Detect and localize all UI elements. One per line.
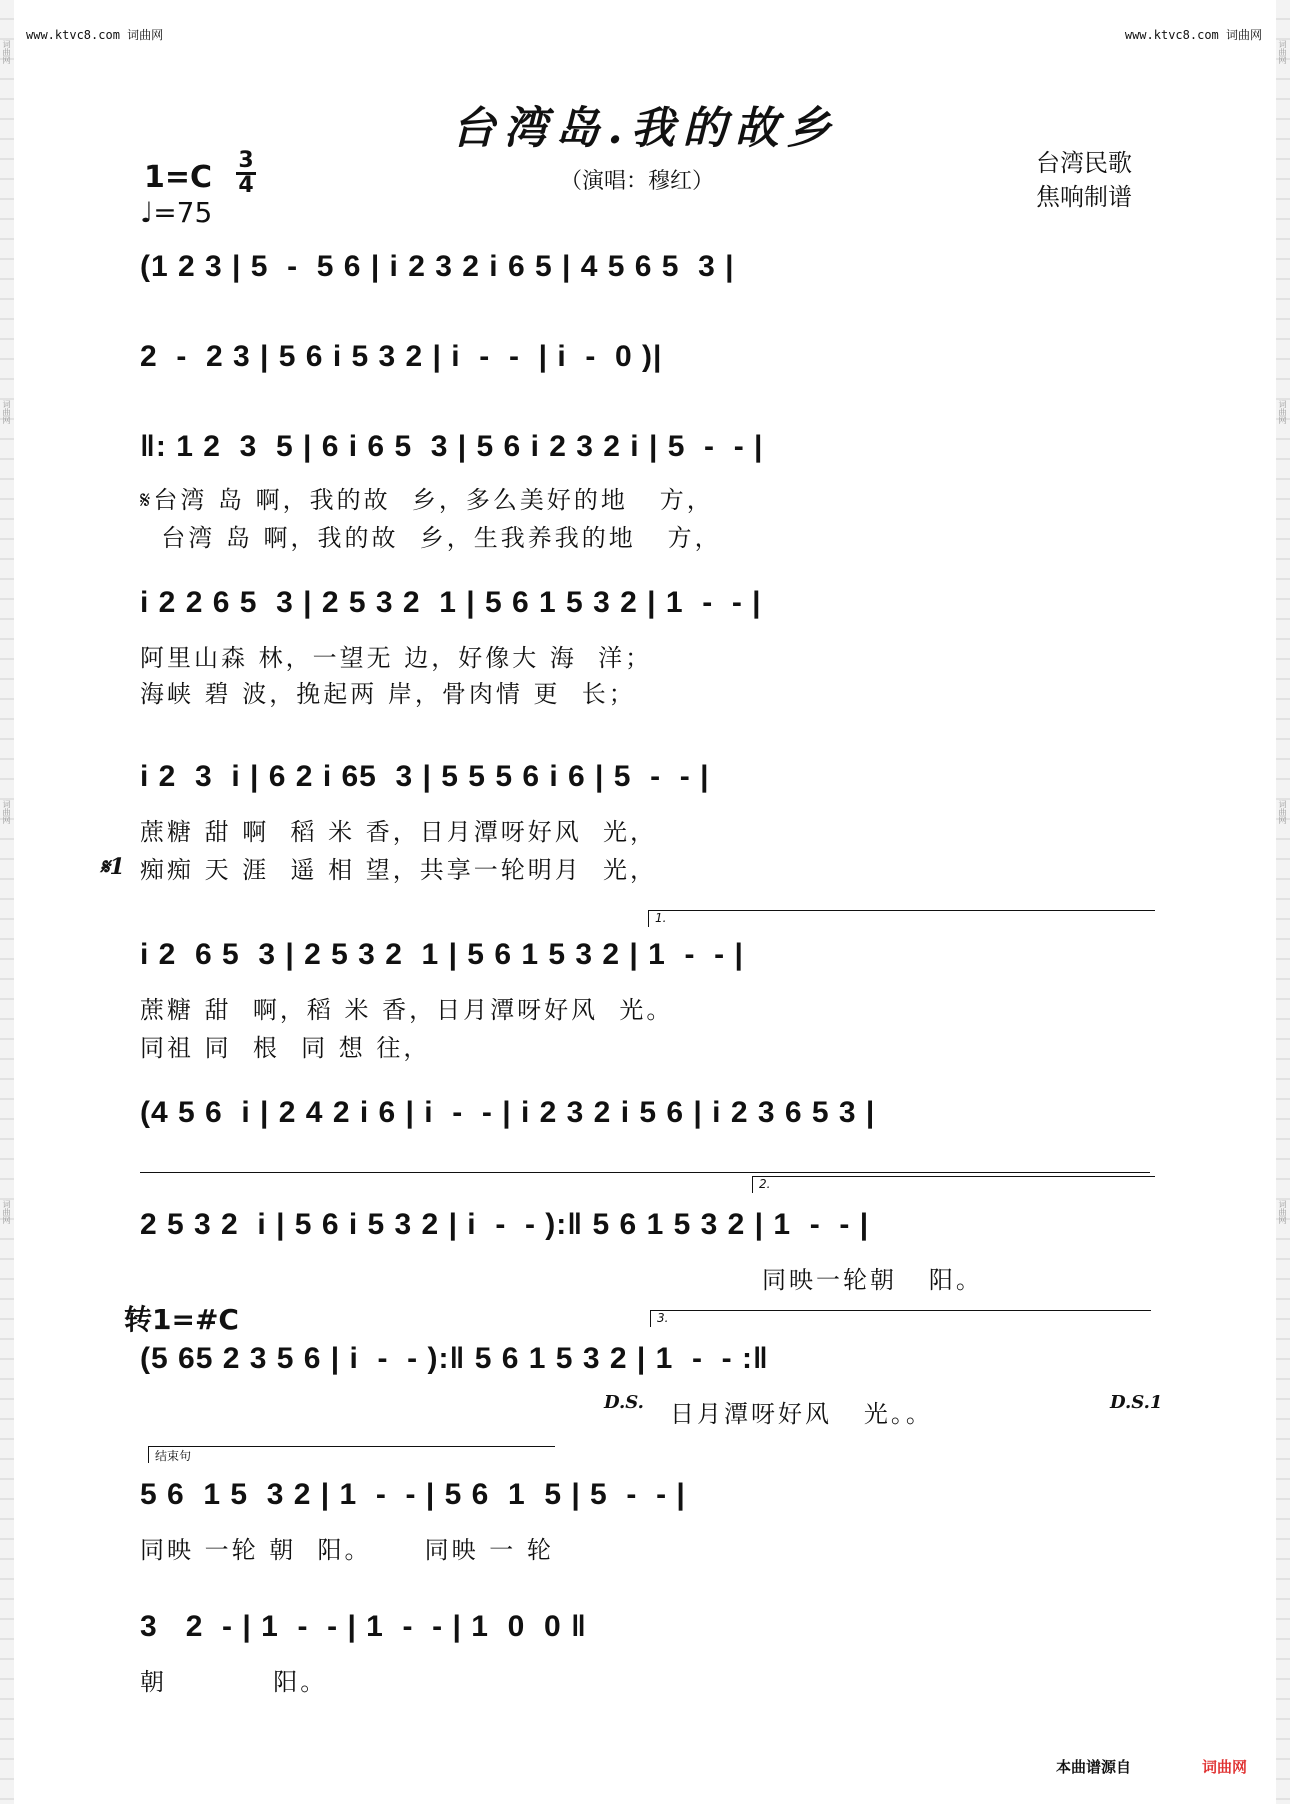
notes: 2 5 3 2 i | 5 6 i 5 3 2 | i - - ):‖ 5 6 1 5 3 2 | 1 - - | bbox=[140, 1208, 870, 1241]
notes: (1 2 3 | 5 - 5 6 | i 2 3 2 i 6 5 | 4 5 6 5 3 | bbox=[140, 250, 735, 283]
lyric-verse-2: 海峡 碧 波，挽起两 岸，骨肉情 更 长； bbox=[140, 680, 636, 708]
lyric: 同映 一轮 朝 阳。 同映 一 轮 bbox=[140, 1536, 554, 1564]
notes: ‖: 1 2 3 5 | 6 i 6 5 3 | 5 6 i 2 3 2 i | 5 - - | bbox=[140, 430, 764, 463]
side-watermark: 词曲网 bbox=[2, 1200, 11, 1224]
score-line-11 bbox=[140, 1610, 1150, 1696]
notes: (4 5 6 i | 2 4 2 i 6 | i - - | i 2 3 2 i 5 6 | i 2 3 6 5 3 | bbox=[140, 1096, 876, 1129]
key-change-marking: 转1=#C bbox=[124, 1303, 239, 1336]
side-watermark: 词曲网 bbox=[2, 400, 11, 424]
notes: i 2 6 5 3 | 2 5 3 2 1 | 5 6 1 5 3 2 | 1 - - | bbox=[140, 938, 744, 971]
side-watermark: 词曲网 bbox=[1278, 40, 1287, 64]
footer-source-label: 本曲谱源自 bbox=[1056, 1758, 1132, 1776]
ds-mark: D.S. bbox=[604, 1392, 644, 1413]
lyric-verse-1: 阿里山森 林，一望无 边，好像大 海 洋； bbox=[140, 644, 653, 672]
origin-credit: 台湾民歌 bbox=[1036, 149, 1132, 177]
volta-1: 1. bbox=[648, 910, 1155, 927]
score-line-3 bbox=[140, 430, 1150, 552]
score-line-6 bbox=[140, 938, 1150, 1062]
time-denominator: 4 bbox=[238, 173, 254, 198]
side-watermark: 词曲网 bbox=[1278, 800, 1287, 824]
credits-block bbox=[1036, 146, 1132, 214]
score-line-2 bbox=[140, 340, 1150, 400]
lyric-verse-2: 同祖 同 根 同 想 往， bbox=[140, 1034, 431, 1062]
volta-2: 2. bbox=[752, 1176, 1155, 1193]
score-line-1 bbox=[140, 250, 1150, 310]
lyric: 同映一轮朝 阳。 bbox=[762, 1266, 983, 1294]
notes: i 2 3 i | 6 2 i 65 3 | 5 5 5 6 i 6 | 5 - - | bbox=[140, 760, 710, 793]
score-line-4 bbox=[140, 586, 1150, 708]
side-watermark: 词曲网 bbox=[1278, 400, 1287, 424]
lyric: 朝 阳。 bbox=[140, 1668, 328, 1696]
lyric-verse-2: 台湾 岛 啊，我的故 乡，生我养我的地 方， bbox=[140, 524, 722, 552]
notes: (5 65 2 3 5 6 | i - - ):‖ 5 6 1 5 3 2 | 1 - - :‖ bbox=[140, 1342, 769, 1375]
volta-3: 3. bbox=[650, 1310, 1151, 1327]
side-watermark: 词曲网 bbox=[2, 40, 11, 64]
score-line-8 bbox=[140, 1208, 1150, 1294]
singer-credit: （演唱：穆红） bbox=[560, 169, 715, 194]
time-signature bbox=[236, 150, 256, 197]
time-numerator: 3 bbox=[238, 148, 254, 173]
key-signature: 1=C bbox=[144, 160, 213, 195]
notes: 3 2 - | 1 - - | 1 - - | 1 0 0 ‖ bbox=[140, 1610, 587, 1643]
lyric-verse-1: 蔗糖 甜 啊 稻 米 香，日月潭呀好风 光， bbox=[140, 818, 658, 846]
system-rule bbox=[140, 1172, 1150, 1173]
notes: 2 - 2 3 | 5 6 i 5 3 2 | i - - | i - 0 )| bbox=[140, 340, 663, 373]
footer-brand-link[interactable]: 词曲网 bbox=[1202, 1758, 1248, 1776]
ds1-mark: D.S.1 bbox=[1110, 1392, 1163, 1413]
notes: 5 6 1 5 3 2 | 1 - - | 5 6 1 5 | 5 - - | bbox=[140, 1478, 686, 1511]
ending-bracket: 结束句 bbox=[148, 1446, 555, 1463]
site-url-left[interactable]: www.ktvc8.com 词曲网 bbox=[26, 28, 164, 42]
left-watermark-strip bbox=[0, 0, 14, 1804]
score-line-7 bbox=[140, 1096, 1150, 1156]
notes: i 2 2 6 5 3 | 2 5 3 2 1 | 5 6 1 5 3 2 | 1 - - | bbox=[140, 586, 762, 619]
song-title: 台湾岛.我的故乡 bbox=[451, 103, 839, 154]
side-watermark: 词曲网 bbox=[1278, 1200, 1287, 1224]
score-line-5 bbox=[140, 760, 1150, 884]
tempo-marking: ♩=75 bbox=[140, 196, 213, 229]
segno-1-mark: 𝄋1 bbox=[100, 854, 125, 880]
lyric-verse-2: 痴痴 天 涯 遥 相 望，共享一轮明月 光， bbox=[140, 856, 658, 884]
lyric-verse-1: 𝄋台湾 岛 啊，我的故 乡，多么美好的地 方， bbox=[140, 486, 714, 514]
site-url-right[interactable]: www.ktvc8.com 词曲网 bbox=[1124, 28, 1262, 42]
lyric: 日月潭呀好风 光。。 bbox=[670, 1400, 933, 1428]
lyric-verse-1: 蔗糖 甜 啊，稻 米 香，日月潭呀好风 光。 bbox=[140, 996, 674, 1024]
arranger-credit: 焦响制谱 bbox=[1036, 183, 1132, 211]
right-watermark-strip bbox=[1276, 0, 1290, 1804]
side-watermark: 词曲网 bbox=[2, 800, 11, 824]
score-line-10 bbox=[140, 1478, 1150, 1564]
